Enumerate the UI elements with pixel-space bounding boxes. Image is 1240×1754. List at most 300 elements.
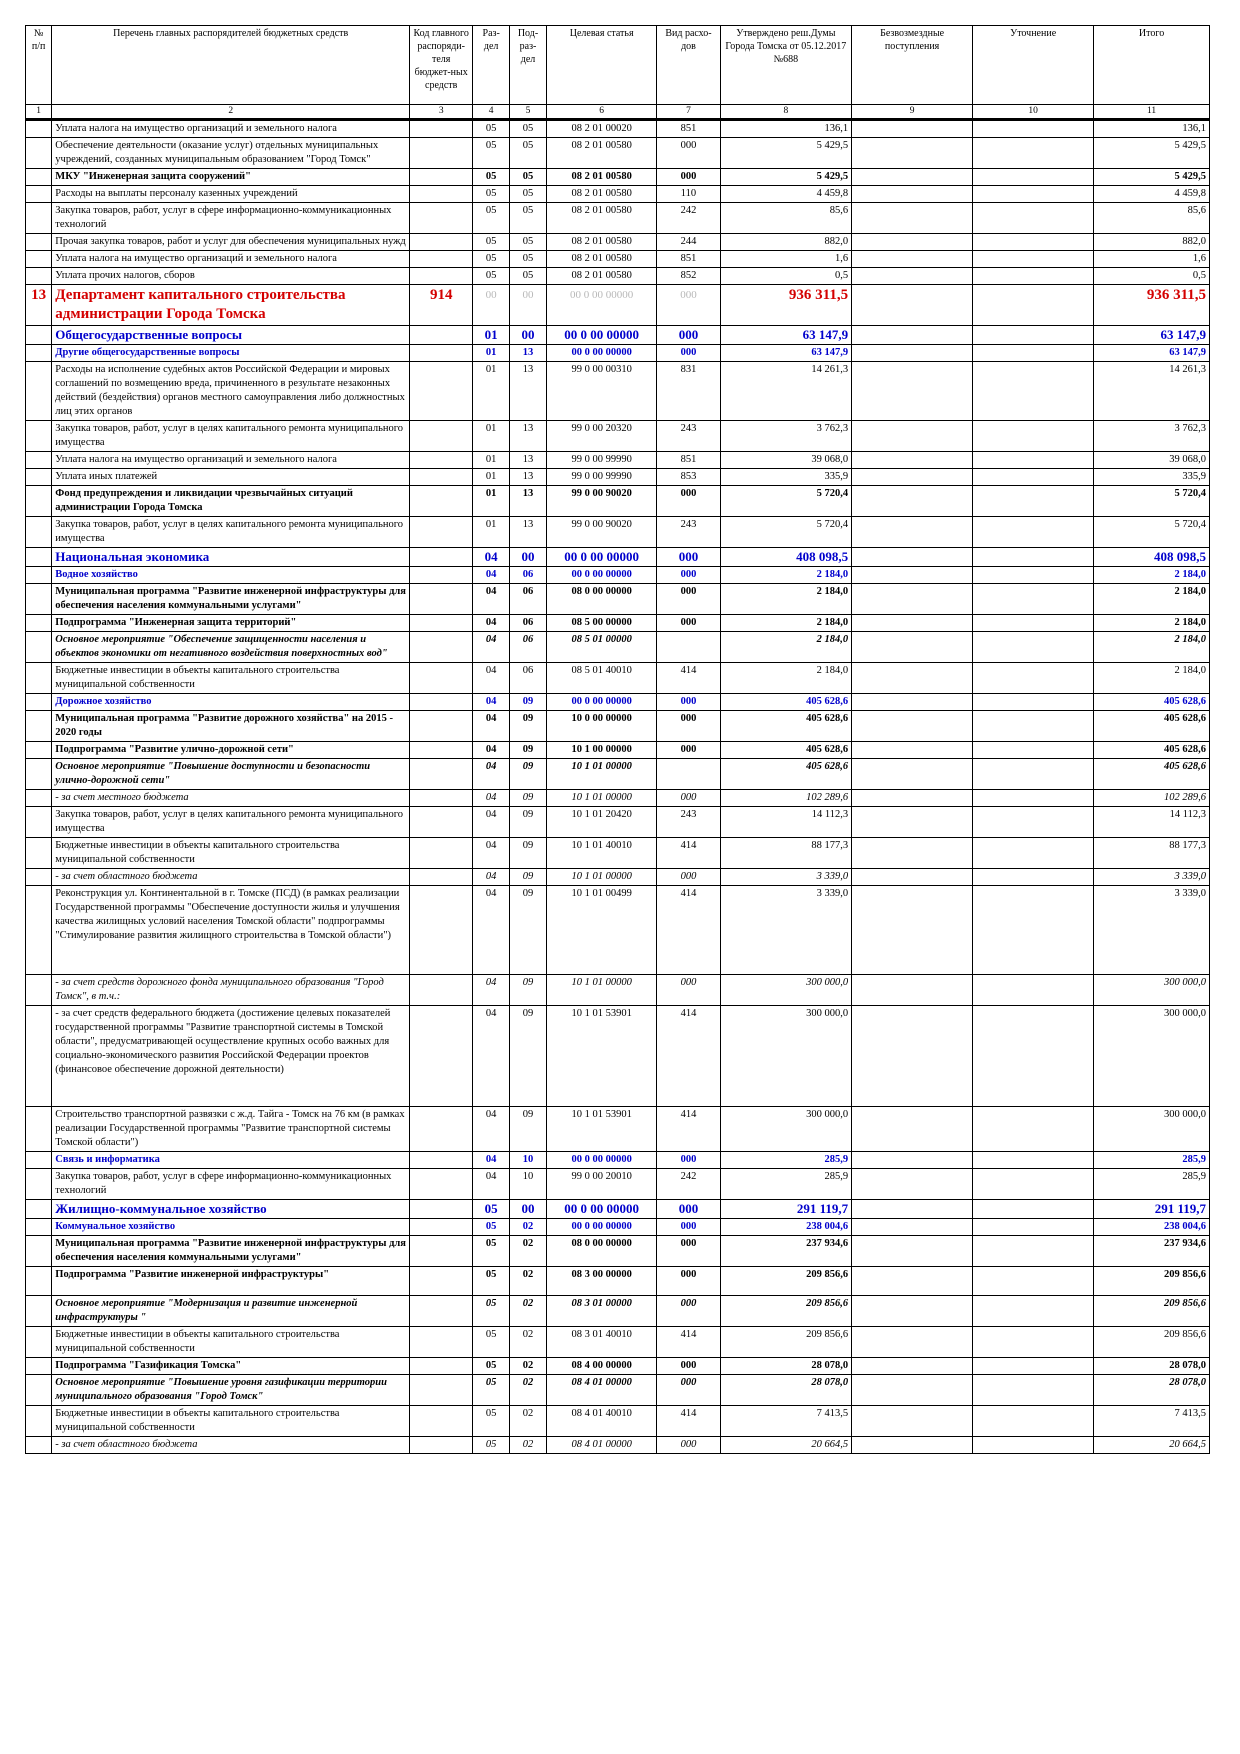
row-utoch xyxy=(973,1169,1094,1200)
row-celevaya: 10 0 00 00000 xyxy=(546,711,657,742)
row-number xyxy=(26,362,52,421)
row-number xyxy=(26,1406,52,1437)
row-code xyxy=(410,251,473,268)
row-celevaya: 00 0 00 00000 xyxy=(546,326,657,345)
row-number xyxy=(26,1296,52,1327)
row-number xyxy=(26,1375,52,1406)
row-code xyxy=(410,1296,473,1327)
table-row xyxy=(26,452,1210,469)
row-utoch xyxy=(973,807,1094,838)
header-total: Итого xyxy=(1094,26,1210,105)
row-name: Прочая закупка товаров, работ и услуг для обеспечения муниципальных нужд xyxy=(52,234,410,251)
row-total: 5 720,4 xyxy=(1094,517,1210,548)
row-bezv xyxy=(852,1152,973,1169)
row-code xyxy=(410,759,473,790)
row-vid: 243 xyxy=(657,807,720,838)
row-razdel: 05 xyxy=(473,268,510,285)
row-approved-amount: 936 311,5 xyxy=(720,285,852,326)
row-name: Основное мероприятие "Модернизация и развитие инженерной инфраструктуры " xyxy=(52,1296,410,1327)
row-utoch xyxy=(973,421,1094,452)
row-vid: 414 xyxy=(657,886,720,975)
row-podrazdel: 13 xyxy=(510,469,547,486)
row-code xyxy=(410,790,473,807)
table-row xyxy=(26,517,1210,548)
row-approved-amount: 285,9 xyxy=(720,1152,852,1169)
row-utoch xyxy=(973,694,1094,711)
row-podrazdel: 06 xyxy=(510,632,547,663)
row-number xyxy=(26,268,52,285)
row-bezv xyxy=(852,285,973,326)
row-name: МКУ "Инженерная защита сооружений" xyxy=(52,169,410,186)
row-total: 2 184,0 xyxy=(1094,567,1210,584)
row-name: Расходы на исполнение судебных актов Российской Федерации и мировых соглашений по возмещению вреда, причиненного в результате незаконных действий (бездействия) органов местного самоуправления либо должностных лиц этих органов xyxy=(52,362,410,421)
table-row xyxy=(26,1406,1210,1437)
row-approved-amount: 14 261,3 xyxy=(720,362,852,421)
row-total: 5 429,5 xyxy=(1094,138,1210,169)
row-utoch xyxy=(973,1200,1094,1219)
row-razdel: 05 xyxy=(473,1236,510,1267)
row-razdel: 04 xyxy=(473,869,510,886)
section-row xyxy=(26,548,1210,567)
row-utoch xyxy=(973,517,1094,548)
table-row xyxy=(26,886,1210,975)
row-name: Строительство транспортной развязки с ж.д. Тайга - Томск на 76 км (в рамках реализации Государственной программы "Развитие транспортной системы Томской области") xyxy=(52,1107,410,1152)
row-name: Национальная экономика xyxy=(52,548,410,567)
row-vid: 000 xyxy=(657,1358,720,1375)
row-bezv xyxy=(852,517,973,548)
table-row xyxy=(26,807,1210,838)
row-total: 209 856,6 xyxy=(1094,1267,1210,1296)
row-razdel: 05 xyxy=(473,1327,510,1358)
row-total: 335,9 xyxy=(1094,469,1210,486)
row-utoch xyxy=(973,469,1094,486)
row-name: Уплата налога на имущество организаций и земельного налога xyxy=(52,452,410,469)
row-name: - за счет местного бюджета xyxy=(52,790,410,807)
row-podrazdel: 05 xyxy=(510,169,547,186)
row-celevaya: 00 0 00 00000 xyxy=(546,1200,657,1219)
row-razdel: 04 xyxy=(473,694,510,711)
row-vid: 000 xyxy=(657,1200,720,1219)
row-vid: 000 xyxy=(657,1219,720,1236)
row-utoch xyxy=(973,663,1094,694)
row-approved-amount: 5 720,4 xyxy=(720,517,852,548)
row-razdel: 05 xyxy=(473,251,510,268)
row-razdel: 04 xyxy=(473,1006,510,1107)
column-number: 8 xyxy=(720,105,852,120)
row-razdel: 05 xyxy=(473,1437,510,1454)
row-total: 5 429,5 xyxy=(1094,169,1210,186)
row-total: 300 000,0 xyxy=(1094,1006,1210,1107)
row-total: 405 628,6 xyxy=(1094,759,1210,790)
table-row xyxy=(26,790,1210,807)
row-vid: 414 xyxy=(657,1006,720,1107)
row-approved-amount: 2 184,0 xyxy=(720,663,852,694)
row-razdel: 04 xyxy=(473,548,510,567)
table-row xyxy=(26,1169,1210,1200)
row-utoch xyxy=(973,567,1094,584)
row-number xyxy=(26,548,52,567)
row-razdel: 04 xyxy=(473,1169,510,1200)
row-total: 14 112,3 xyxy=(1094,807,1210,838)
row-total: 285,9 xyxy=(1094,1169,1210,1200)
row-approved-amount: 209 856,6 xyxy=(720,1296,852,1327)
row-razdel: 01 xyxy=(473,421,510,452)
row-utoch xyxy=(973,1219,1094,1236)
row-number xyxy=(26,1267,52,1296)
row-utoch xyxy=(973,632,1094,663)
row-utoch xyxy=(973,1375,1094,1406)
row-podrazdel: 06 xyxy=(510,663,547,694)
budget-rows xyxy=(26,120,1210,1454)
row-bezv xyxy=(852,251,973,268)
table-row xyxy=(26,203,1210,234)
row-podrazdel: 02 xyxy=(510,1219,547,1236)
row-bezv xyxy=(852,584,973,615)
row-podrazdel: 09 xyxy=(510,1107,547,1152)
row-utoch xyxy=(973,1006,1094,1107)
row-code xyxy=(410,452,473,469)
row-number xyxy=(26,120,52,138)
row-vid: 414 xyxy=(657,1406,720,1437)
row-utoch xyxy=(973,886,1094,975)
row-celevaya: 08 2 01 00580 xyxy=(546,138,657,169)
row-name: Бюджетные инвестиции в объекты капитального строительства муниципальной собственности xyxy=(52,663,410,694)
row-celevaya: 99 0 00 00310 xyxy=(546,362,657,421)
row-celevaya: 10 1 01 40010 xyxy=(546,838,657,869)
row-name: Расходы на выплаты персоналу казенных учреждений xyxy=(52,186,410,203)
row-approved-amount: 5 429,5 xyxy=(720,138,852,169)
row-approved-amount: 2 184,0 xyxy=(720,567,852,584)
row-name: Бюджетные инвестиции в объекты капитального строительства муниципальной собственности xyxy=(52,838,410,869)
row-total: 3 339,0 xyxy=(1094,869,1210,886)
row-razdel: 05 xyxy=(473,169,510,186)
row-bezv xyxy=(852,694,973,711)
row-number xyxy=(26,452,52,469)
row-utoch xyxy=(973,169,1094,186)
row-celevaya: 08 4 01 40010 xyxy=(546,1406,657,1437)
row-total: 2 184,0 xyxy=(1094,615,1210,632)
row-name: Фонд предупреждения и ликвидации чрезвычайных ситуаций администрации Города Томска xyxy=(52,486,410,517)
row-code xyxy=(410,1267,473,1296)
row-total: 4 459,8 xyxy=(1094,186,1210,203)
table-row xyxy=(26,186,1210,203)
row-razdel: 04 xyxy=(473,742,510,759)
row-bezv xyxy=(852,486,973,517)
row-podrazdel: 05 xyxy=(510,268,547,285)
row-utoch xyxy=(973,548,1094,567)
row-podrazdel: 13 xyxy=(510,345,547,362)
row-name: Подпрограмма "Инженерная защита территорий" xyxy=(52,615,410,632)
header-razdel: Раз-дел xyxy=(473,26,510,105)
row-code xyxy=(410,1107,473,1152)
row-vid: 852 xyxy=(657,268,720,285)
row-approved-amount: 408 098,5 xyxy=(720,548,852,567)
header-num: № п/п xyxy=(26,26,52,105)
row-utoch xyxy=(973,345,1094,362)
row-vid: 000 xyxy=(657,1375,720,1406)
row-celevaya: 08 2 01 00020 xyxy=(546,120,657,138)
row-celevaya: 99 0 00 90020 xyxy=(546,517,657,548)
row-bezv xyxy=(852,1375,973,1406)
row-utoch xyxy=(973,486,1094,517)
table-row xyxy=(26,1296,1210,1327)
row-total: 2 184,0 xyxy=(1094,663,1210,694)
row-code xyxy=(410,421,473,452)
row-utoch xyxy=(973,326,1094,345)
row-utoch xyxy=(973,203,1094,234)
column-number: 1 xyxy=(26,105,52,120)
row-approved-amount: 405 628,6 xyxy=(720,742,852,759)
row-approved-amount: 405 628,6 xyxy=(720,694,852,711)
row-number xyxy=(26,838,52,869)
row-podrazdel: 05 xyxy=(510,203,547,234)
row-approved-amount: 0,5 xyxy=(720,268,852,285)
row-razdel: 04 xyxy=(473,790,510,807)
row-approved-amount: 291 119,7 xyxy=(720,1200,852,1219)
row-code xyxy=(410,1236,473,1267)
row-vid: 414 xyxy=(657,1107,720,1152)
row-number xyxy=(26,1107,52,1152)
row-number xyxy=(26,1327,52,1358)
row-razdel: 05 xyxy=(473,1200,510,1219)
row-total: 238 004,6 xyxy=(1094,1219,1210,1236)
row-approved-amount: 300 000,0 xyxy=(720,1006,852,1107)
table-row xyxy=(26,421,1210,452)
row-number xyxy=(26,486,52,517)
row-razdel: 04 xyxy=(473,632,510,663)
row-name: Муниципальная программа "Развитие дорожного хозяйства" на 2015 - 2020 годы xyxy=(52,711,410,742)
table-row xyxy=(26,362,1210,421)
row-bezv xyxy=(852,742,973,759)
row-razdel: 01 xyxy=(473,362,510,421)
row-podrazdel: 05 xyxy=(510,251,547,268)
row-podrazdel: 05 xyxy=(510,120,547,138)
table-row xyxy=(26,632,1210,663)
table-row xyxy=(26,663,1210,694)
row-bezv xyxy=(852,138,973,169)
row-total: 936 311,5 xyxy=(1094,285,1210,326)
row-podrazdel: 09 xyxy=(510,790,547,807)
row-code xyxy=(410,807,473,838)
row-number xyxy=(26,203,52,234)
row-celevaya: 10 1 01 53901 xyxy=(546,1006,657,1107)
row-approved-amount: 209 856,6 xyxy=(720,1327,852,1358)
row-approved-amount: 28 078,0 xyxy=(720,1358,852,1375)
row-total: 408 098,5 xyxy=(1094,548,1210,567)
table-row xyxy=(26,1375,1210,1406)
row-razdel: 05 xyxy=(473,1219,510,1236)
row-utoch xyxy=(973,869,1094,886)
section-row xyxy=(26,326,1210,345)
row-celevaya: 10 1 01 00000 xyxy=(546,790,657,807)
row-razdel: 01 xyxy=(473,486,510,517)
row-bezv xyxy=(852,1006,973,1107)
row-vid: 000 xyxy=(657,326,720,345)
row-vid: 000 xyxy=(657,1236,720,1267)
row-number xyxy=(26,1169,52,1200)
row-razdel: 04 xyxy=(473,711,510,742)
row-razdel: 00 xyxy=(473,285,510,326)
budget-sheet xyxy=(25,25,1210,1454)
row-celevaya: 08 2 01 00580 xyxy=(546,234,657,251)
row-bezv xyxy=(852,452,973,469)
row-celevaya: 99 0 00 20010 xyxy=(546,1169,657,1200)
row-celevaya: 08 4 00 00000 xyxy=(546,1358,657,1375)
row-razdel: 04 xyxy=(473,567,510,584)
row-celevaya: 00 0 00 00000 xyxy=(546,285,657,326)
header-bezv: Безвозмездные поступления xyxy=(852,26,973,105)
row-code xyxy=(410,345,473,362)
row-number xyxy=(26,1219,52,1236)
row-vid: 851 xyxy=(657,452,720,469)
row-podrazdel: 02 xyxy=(510,1358,547,1375)
row-total: 63 147,9 xyxy=(1094,326,1210,345)
row-name: Водное хозяйство xyxy=(52,567,410,584)
row-name: Закупка товаров, работ, услуг в целях капитального ремонта муниципального имущества xyxy=(52,421,410,452)
table-row xyxy=(26,486,1210,517)
row-vid: 244 xyxy=(657,234,720,251)
row-total: 28 078,0 xyxy=(1094,1358,1210,1375)
row-code xyxy=(410,711,473,742)
row-number xyxy=(26,615,52,632)
row-total: 2 184,0 xyxy=(1094,584,1210,615)
row-approved-amount: 28 078,0 xyxy=(720,1375,852,1406)
row-approved-amount: 88 177,3 xyxy=(720,838,852,869)
row-celevaya: 10 1 01 00000 xyxy=(546,869,657,886)
table-row xyxy=(26,234,1210,251)
row-vid: 831 xyxy=(657,362,720,421)
row-code xyxy=(410,1219,473,1236)
table-row xyxy=(26,615,1210,632)
row-bezv xyxy=(852,169,973,186)
row-name: Бюджетные инвестиции в объекты капитального строительства муниципальной собственности xyxy=(52,1327,410,1358)
row-vid: 000 xyxy=(657,486,720,517)
department-row xyxy=(26,285,1210,326)
section-row xyxy=(26,1200,1210,1219)
subsection-row xyxy=(26,1152,1210,1169)
row-bezv xyxy=(852,120,973,138)
row-vid: 000 xyxy=(657,790,720,807)
row-celevaya: 00 0 00 00000 xyxy=(546,548,657,567)
row-celevaya: 10 1 01 20420 xyxy=(546,807,657,838)
row-podrazdel: 09 xyxy=(510,838,547,869)
row-utoch xyxy=(973,1152,1094,1169)
table-row xyxy=(26,1236,1210,1267)
table-row xyxy=(26,1327,1210,1358)
row-podrazdel: 09 xyxy=(510,807,547,838)
row-total: 39 068,0 xyxy=(1094,452,1210,469)
row-total: 291 119,7 xyxy=(1094,1200,1210,1219)
row-approved-amount: 5 429,5 xyxy=(720,169,852,186)
row-code xyxy=(410,268,473,285)
row-name: Другие общегосударственные вопросы xyxy=(52,345,410,362)
subsection-row xyxy=(26,694,1210,711)
row-bezv xyxy=(852,975,973,1006)
row-utoch xyxy=(973,362,1094,421)
row-code xyxy=(410,120,473,138)
row-celevaya: 00 0 00 00000 xyxy=(546,1152,657,1169)
row-vid: 000 xyxy=(657,345,720,362)
row-bezv xyxy=(852,711,973,742)
row-number xyxy=(26,584,52,615)
row-celevaya: 10 1 01 53901 xyxy=(546,1107,657,1152)
table-row xyxy=(26,1006,1210,1107)
row-number: 13 xyxy=(26,285,52,326)
row-razdel: 01 xyxy=(473,345,510,362)
row-utoch xyxy=(973,1107,1094,1152)
row-celevaya: 08 3 01 40010 xyxy=(546,1327,657,1358)
row-code xyxy=(410,663,473,694)
row-approved-amount: 237 934,6 xyxy=(720,1236,852,1267)
column-number: 7 xyxy=(657,105,720,120)
row-number xyxy=(26,1437,52,1454)
row-utoch xyxy=(973,268,1094,285)
row-total: 405 628,6 xyxy=(1094,711,1210,742)
row-podrazdel: 02 xyxy=(510,1267,547,1296)
row-utoch xyxy=(973,1406,1094,1437)
row-vid: 000 xyxy=(657,615,720,632)
row-name: - за счет областного бюджета xyxy=(52,869,410,886)
row-code xyxy=(410,186,473,203)
row-bezv xyxy=(852,268,973,285)
row-celevaya: 08 2 01 00580 xyxy=(546,268,657,285)
column-number: 3 xyxy=(410,105,473,120)
row-celevaya: 08 2 01 00580 xyxy=(546,186,657,203)
row-bezv xyxy=(852,886,973,975)
row-code xyxy=(410,886,473,975)
column-number: 10 xyxy=(973,105,1094,120)
row-total: 1,6 xyxy=(1094,251,1210,268)
row-name: Муниципальная программа "Развитие инженерной инфраструктуры для обеспечения населения коммунальными услугами" xyxy=(52,584,410,615)
row-bezv xyxy=(852,421,973,452)
row-vid: 242 xyxy=(657,203,720,234)
row-bezv xyxy=(852,759,973,790)
row-total: 0,5 xyxy=(1094,268,1210,285)
row-podrazdel: 00 xyxy=(510,285,547,326)
row-podrazdel: 05 xyxy=(510,138,547,169)
row-utoch xyxy=(973,234,1094,251)
row-total: 209 856,6 xyxy=(1094,1296,1210,1327)
column-number: 6 xyxy=(546,105,657,120)
row-bezv xyxy=(852,326,973,345)
column-number: 9 xyxy=(852,105,973,120)
row-name: Уплата прочих налогов, сборов xyxy=(52,268,410,285)
row-celevaya: 10 1 01 00000 xyxy=(546,759,657,790)
row-code xyxy=(410,1406,473,1437)
row-total: 85,6 xyxy=(1094,203,1210,234)
row-podrazdel: 05 xyxy=(510,234,547,251)
row-approved-amount: 2 184,0 xyxy=(720,584,852,615)
row-name: Связь и информатика xyxy=(52,1152,410,1169)
header-celevaya: Целевая статья xyxy=(546,26,657,105)
row-name: Подпрограмма "Развитие улично-дорожной сети" xyxy=(52,742,410,759)
row-approved-amount: 136,1 xyxy=(720,120,852,138)
row-approved-amount: 4 459,8 xyxy=(720,186,852,203)
row-number xyxy=(26,711,52,742)
row-podrazdel: 09 xyxy=(510,742,547,759)
row-code xyxy=(410,742,473,759)
row-podrazdel: 00 xyxy=(510,548,547,567)
row-vid: 000 xyxy=(657,711,720,742)
row-celevaya: 00 0 00 00000 xyxy=(546,567,657,584)
row-number xyxy=(26,807,52,838)
row-number xyxy=(26,694,52,711)
row-bezv xyxy=(852,807,973,838)
row-razdel: 05 xyxy=(473,1296,510,1327)
row-bezv xyxy=(852,790,973,807)
header-row xyxy=(26,26,1210,105)
row-bezv xyxy=(852,362,973,421)
